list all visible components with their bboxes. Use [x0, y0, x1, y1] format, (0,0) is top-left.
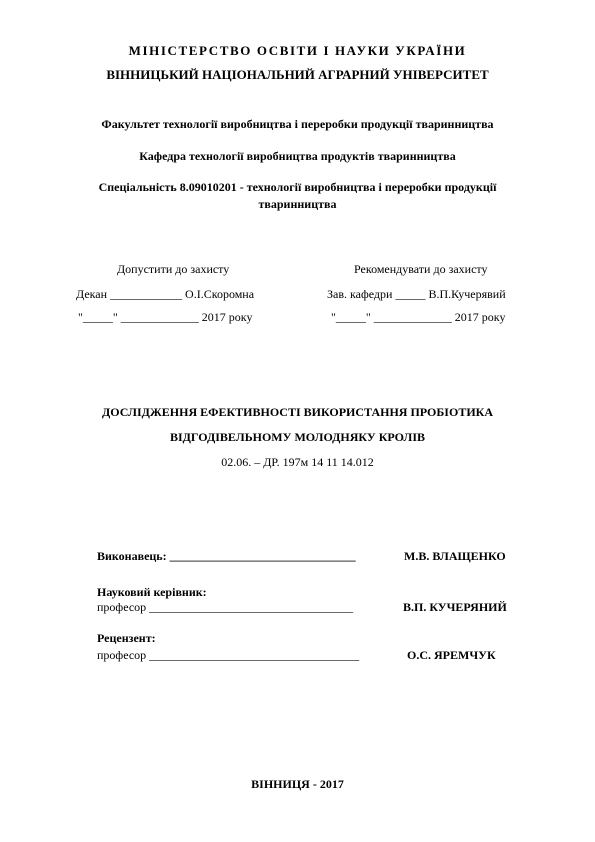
faculty-line: Факультет технології виробництва і переробки продукції тваринництва — [101, 117, 494, 131]
city-year-footer: ВІННИЦЯ - 2017 — [251, 777, 344, 791]
approval-right-role: Зав. кафедри _____ В.П.Кучерявий — [327, 287, 506, 301]
thesis-code: 02.06. – ДР. 197м 14 11 14.012 — [221, 455, 374, 469]
reviewer-name: О.С. ЯРЕМЧУК — [407, 648, 496, 662]
reviewer-line: професор ___________________________________ — [97, 648, 360, 662]
university-heading: ВІННИЦЬКИЙ НАЦІОНАЛЬНИЙ АГРАРНИЙ УНІВЕРСИТЕТ — [106, 67, 489, 82]
thesis-title-line-1: ДОСЛІДЖЕННЯ ЕФЕКТИВНОСТІ ВИКОРИСТАННЯ ПРОБІОТИКА — [101, 405, 494, 419]
department-line: Кафедра технології виробництва продуктів тваринництва — [139, 149, 456, 163]
executor-name: М.В. ВЛАЩЕНКО — [404, 549, 506, 563]
executor-label: Виконавець: _______________________________ — [97, 549, 356, 563]
specialty-line-1: Спеціальність 8.09010201 - технології виробництва і переробки продукції — [98, 180, 497, 194]
supervisor-line: професор __________________________________ — [97, 600, 354, 614]
reviewer-label: Рецензент: — [97, 631, 156, 645]
approval-left-date: "_____" _____________ 2017 року — [78, 310, 253, 324]
approval-right-heading: Рекомендувати до захисту — [354, 262, 488, 276]
thesis-title-line-2: ВІДГОДІВЕЛЬНОМУ МОЛОДНЯКУ КРОЛІВ — [169, 430, 426, 444]
specialty-line-2: тваринництва — [258, 197, 337, 211]
supervisor-label: Науковий керівник: — [97, 585, 207, 599]
supervisor-name: В.П. КУЧЕРЯНИЙ — [403, 600, 507, 614]
approval-left-role: Декан ____________ О.І.Скоромна — [76, 287, 255, 301]
approval-right-date: "_____" _____________ 2017 року — [331, 310, 506, 324]
approval-left-heading: Допустити до захисту — [117, 262, 230, 276]
ministry-heading: МІНІСТЕРСТВО ОСВІТИ І НАУКИ УКРАЇНИ — [128, 43, 467, 58]
